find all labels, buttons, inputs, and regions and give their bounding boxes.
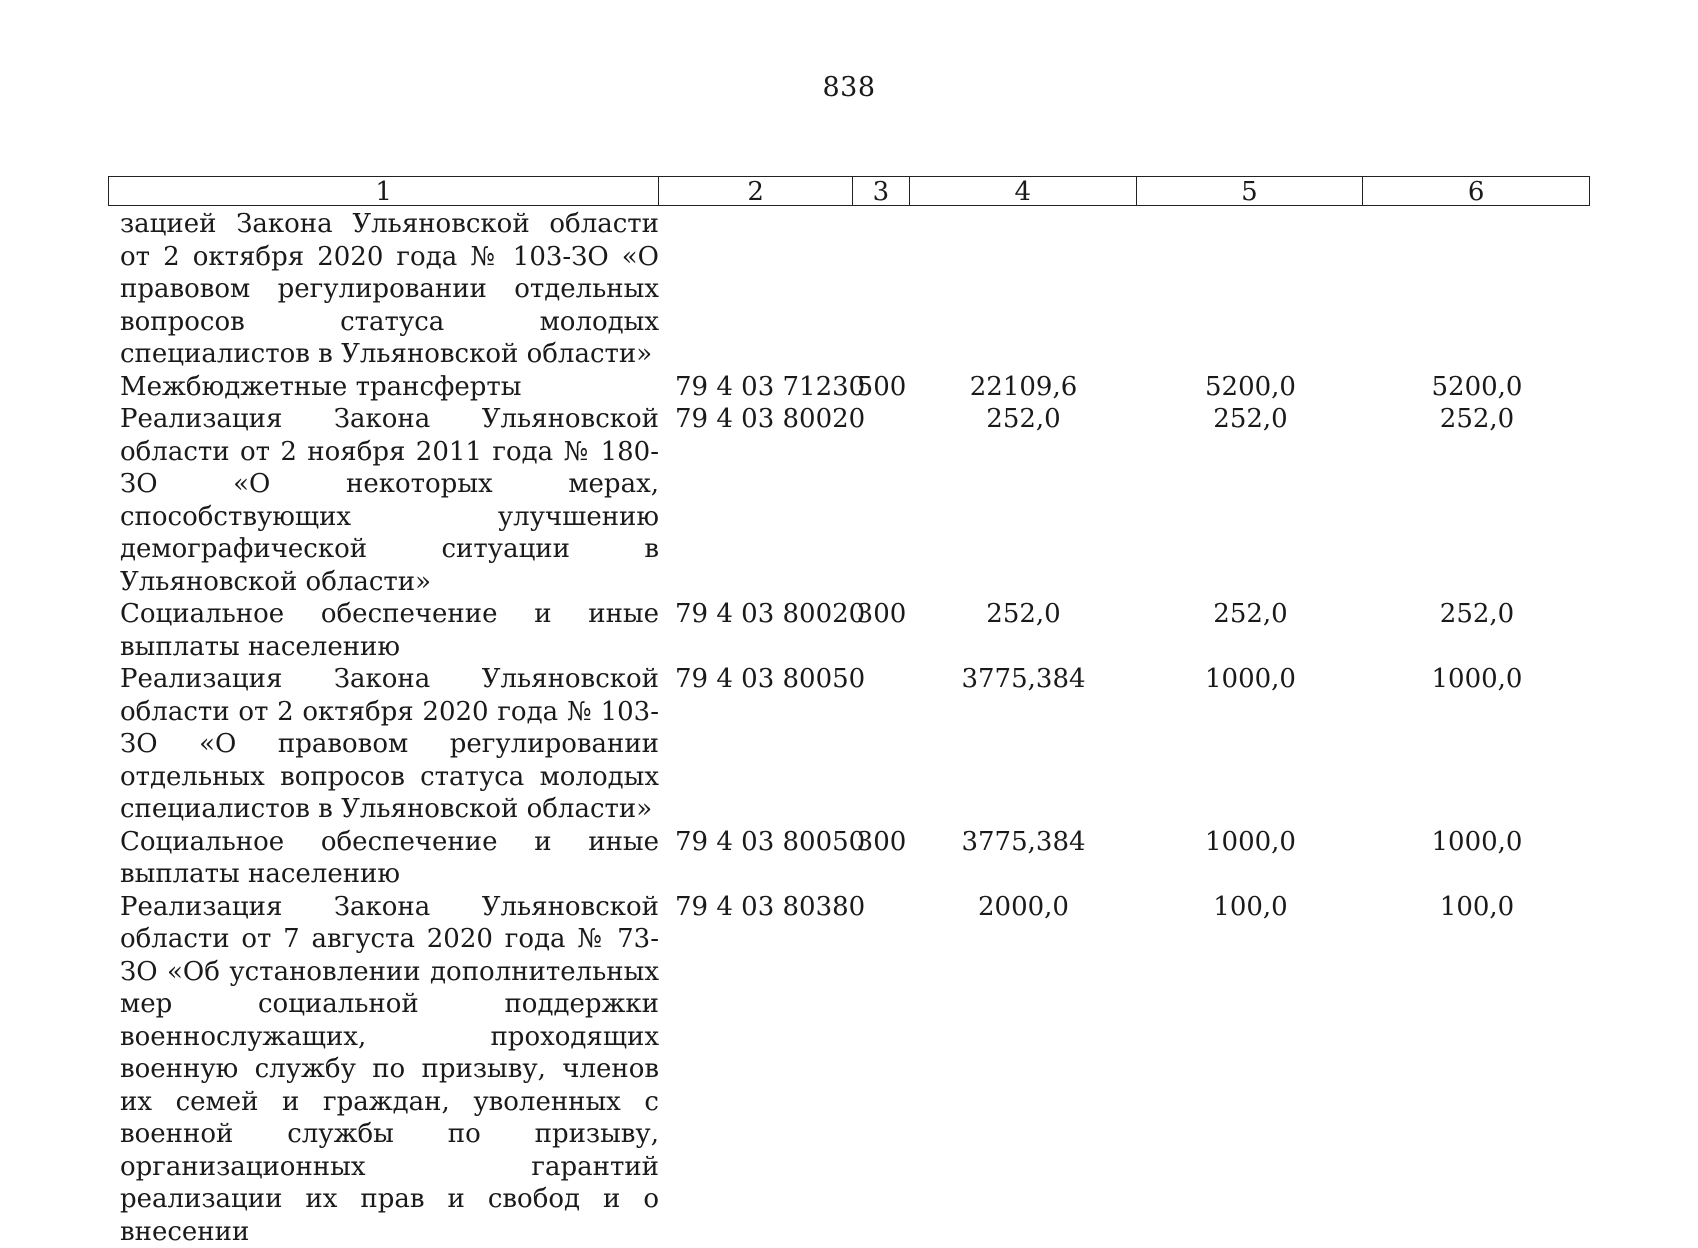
- row-value-col4: 2000,0: [910, 891, 1137, 1248]
- row-value-col6: 1000,0: [1364, 826, 1590, 891]
- row-description: Реализация Закона Ульяновской области от 2 октября 2020 года № 103-ЗО «О правовом регулировании отдельных вопросов статуса молодых специалистов в Ульяновской области»: [108, 663, 659, 826]
- row-expense-type: 500: [853, 371, 910, 404]
- table-row: [108, 598, 1590, 663]
- row-value-col5: 5200,0: [1137, 371, 1364, 404]
- table-row: [108, 208, 1590, 371]
- row-value-col5: 100,0: [1137, 891, 1364, 1248]
- table-header: [108, 176, 1590, 206]
- row-value-col6: [1364, 208, 1590, 371]
- row-value-col4: [910, 208, 1137, 371]
- row-expense-type: 300: [853, 598, 910, 663]
- row-value-col5: 252,0: [1137, 598, 1364, 663]
- row-expense-type: [853, 403, 910, 598]
- row-expense-type: 300: [853, 826, 910, 891]
- column-header-2: 2: [659, 177, 853, 205]
- row-description: Социальное обеспечение и иные выплаты населению: [108, 598, 659, 663]
- row-description: Межбюджетные трансферты: [108, 371, 659, 404]
- row-expense-type: [853, 891, 910, 1248]
- row-value-col5: 1000,0: [1137, 663, 1364, 826]
- column-header-1: 1: [109, 177, 659, 205]
- row-target-code: [659, 208, 853, 371]
- row-target-code: 79 4 03 80020: [659, 598, 853, 663]
- row-target-code: 79 4 03 80050: [659, 663, 853, 826]
- row-value-col6: 252,0: [1364, 403, 1590, 598]
- row-value-col6: 1000,0: [1364, 663, 1590, 826]
- column-header-5: 5: [1137, 177, 1364, 205]
- column-header-4: 4: [910, 177, 1137, 205]
- page-number: 838: [0, 72, 1698, 103]
- table-row: [108, 371, 1590, 404]
- column-header-6: 6: [1363, 177, 1589, 205]
- row-target-code: 79 4 03 71230: [659, 371, 853, 404]
- row-value-col6: 100,0: [1364, 891, 1590, 1248]
- row-expense-type: [853, 208, 910, 371]
- row-value-col4: 252,0: [910, 598, 1137, 663]
- row-value-col4: 3775,384: [910, 826, 1137, 891]
- row-description: Реализация Закона Ульяновской области от 2 ноября 2011 года № 180-ЗО «О некоторых мерах, способствующих улучшению демографической ситуации в Ульяновской области»: [108, 403, 659, 598]
- table-body: [108, 208, 1590, 1248]
- row-description: зацией Закона Ульяновской области от 2 октября 2020 года № 103-ЗО «О правовом регулировании отдельных вопросов статуса молодых специалистов в Ульяновской области»: [108, 208, 659, 371]
- row-value-col6: 5200,0: [1364, 371, 1590, 404]
- row-target-code: 79 4 03 80020: [659, 403, 853, 598]
- row-value-col4: 252,0: [910, 403, 1137, 598]
- table-row: [108, 663, 1590, 826]
- row-value-col6: 252,0: [1364, 598, 1590, 663]
- row-description: Реализация Закона Ульяновской области от 7 августа 2020 года № 73-ЗО «Об установлении дополнительных мер социальной поддержки военнослужащих, проходящих военную службу по призыву, членов их семей и граждан, уволенных с военной службы по призыву, организационных гарантий реализации их прав и свобод и о внесении: [108, 891, 659, 1248]
- row-expense-type: [853, 663, 910, 826]
- table-row: [108, 891, 1590, 1248]
- row-value-col5: [1137, 208, 1364, 371]
- row-description: Социальное обеспечение и иные выплаты населению: [108, 826, 659, 891]
- row-value-col5: 1000,0: [1137, 826, 1364, 891]
- row-value-col5: 252,0: [1137, 403, 1364, 598]
- row-value-col4: 3775,384: [910, 663, 1137, 826]
- row-value-col4: 22109,6: [910, 371, 1137, 404]
- table-row: [108, 403, 1590, 598]
- column-header-3: 3: [853, 177, 910, 205]
- row-target-code: 79 4 03 80380: [659, 891, 853, 1248]
- row-target-code: 79 4 03 80050: [659, 826, 853, 891]
- table-row: [108, 826, 1590, 891]
